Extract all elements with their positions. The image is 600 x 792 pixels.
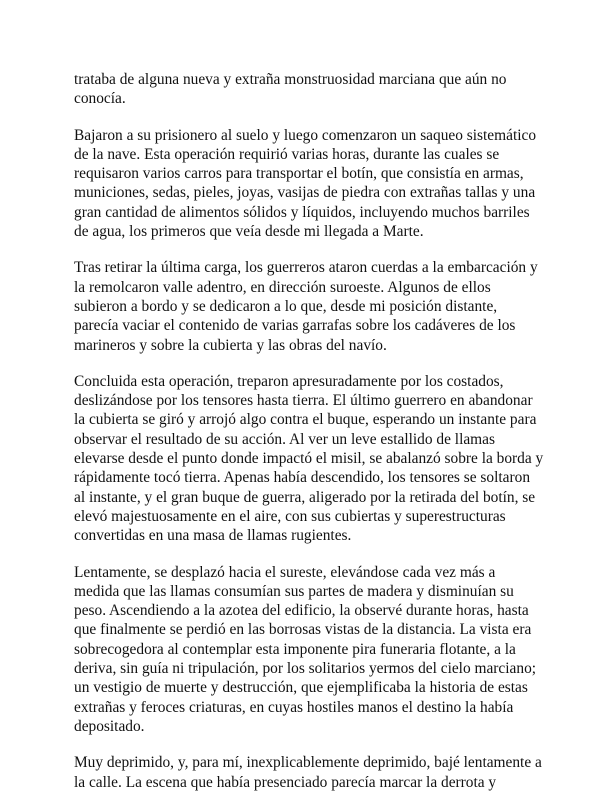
text-line: medida que las llamas consumían sus partes de madera y disminuían su — [74, 582, 514, 600]
text-line: parecía vaciar el contenido de varias garrafas sobre los cadáveres de los — [74, 317, 516, 335]
text-line: de la nave. Esta operación requirió varias horas, durante las cuales se — [74, 145, 500, 163]
text-line: gran cantidad de alimentos sólidos y líquidos, incluyendo muchos barriles — [74, 203, 530, 221]
text-line: la calle. La escena que había presenciado parecía marcar la derrota y — [74, 773, 497, 791]
text-line: la remolcaron valle adentro, en dirección suroeste. Algunos de ellos — [74, 278, 491, 296]
text-line: peso. Ascendiendo a la azotea del edificio, la observé durante horas, hasta — [74, 602, 529, 620]
text-line: extrañas y feroces criaturas, en cuyas hostiles manos el destino la había — [74, 698, 514, 716]
text-line: convertidas en una masa de llamas rugientes. — [74, 527, 352, 545]
text-line: municiones, sedas, pieles, joyas, vasijas de piedra con extrañas tallas y una — [74, 184, 536, 202]
text-line: sobrecogedora al contemplar esta imponente pira funeraria flotante, a la — [74, 640, 516, 658]
text-line: elevarse desde el punto donde impactó el misil, se abalanzó sobre la borda y — [74, 450, 544, 468]
text-line: depositado. — [74, 717, 145, 735]
text-line: Muy deprimido, y, para mí, inexplicablemente deprimido, bajé lentamente a — [74, 754, 542, 772]
text-line: Bajaron a su prisionero al suelo y luego comenzaron un saqueo sistemático — [74, 126, 537, 144]
text-line: Concluida esta operación, treparon apresuradamente por los costados, — [74, 372, 504, 390]
text-line: subieron a bordo y se dedicaron a lo que, desde mi posición distante, — [74, 297, 498, 315]
paragraph-5 — [74, 563, 537, 737]
text-line: marineros y sobre la cubierta y las obras del navío. — [74, 336, 387, 354]
paragraph-4 — [74, 372, 544, 546]
text-line: observar el resultado de su acción. Al ver un leve estallido de llamas — [74, 430, 495, 448]
text-line: al instante, y el gran buque de guerra, aligerado por la retirada del botín, se — [74, 488, 536, 506]
text-line: rápidamente tocó tierra. Apenas había descendido, los tensores se soltaron — [74, 469, 531, 487]
text-line: deslizándose por los tensores hasta tierra. El último guerrero en abandonar — [74, 392, 533, 410]
text-line: elevó majestuosamente en el aire, con sus cubiertas y superestructuras — [74, 507, 506, 525]
text-line: deriva, sin guía ni tripulación, por los solitarios yermos del cielo marciano; — [74, 660, 537, 678]
paragraph-2 — [74, 126, 537, 242]
text-line: requisaron varios carros para transportar el botín, que consistía en armas, — [74, 165, 524, 183]
text-line: un vestigio de muerte y destrucción, que ejemplificaba la historia de estas — [74, 679, 528, 697]
paragraph-6 — [74, 753, 542, 792]
paragraph-1 — [74, 70, 532, 109]
text-line: la cubierta se giró y arrojó algo contra el buque, esperando un instante para — [74, 411, 537, 429]
paragraph-3 — [74, 258, 538, 354]
text-line: Lentamente, se desplazó hacia el sureste, elevándose cada vez más a — [74, 563, 496, 581]
text-line: Tras retirar la última carga, los guerreros ataron cuerdas a la embarcación y — [74, 259, 538, 277]
text-line: trataba de alguna nueva y extraña monstruosidad marciana que aún no — [74, 71, 507, 88]
text-line: que finalmente se perdió en las borrosas vistas de la distancia. La vista era — [74, 621, 532, 639]
text-line: conocía. — [74, 90, 126, 108]
text-line: de agua, los primeros que veía desde mi llegada a Marte. — [74, 223, 424, 241]
